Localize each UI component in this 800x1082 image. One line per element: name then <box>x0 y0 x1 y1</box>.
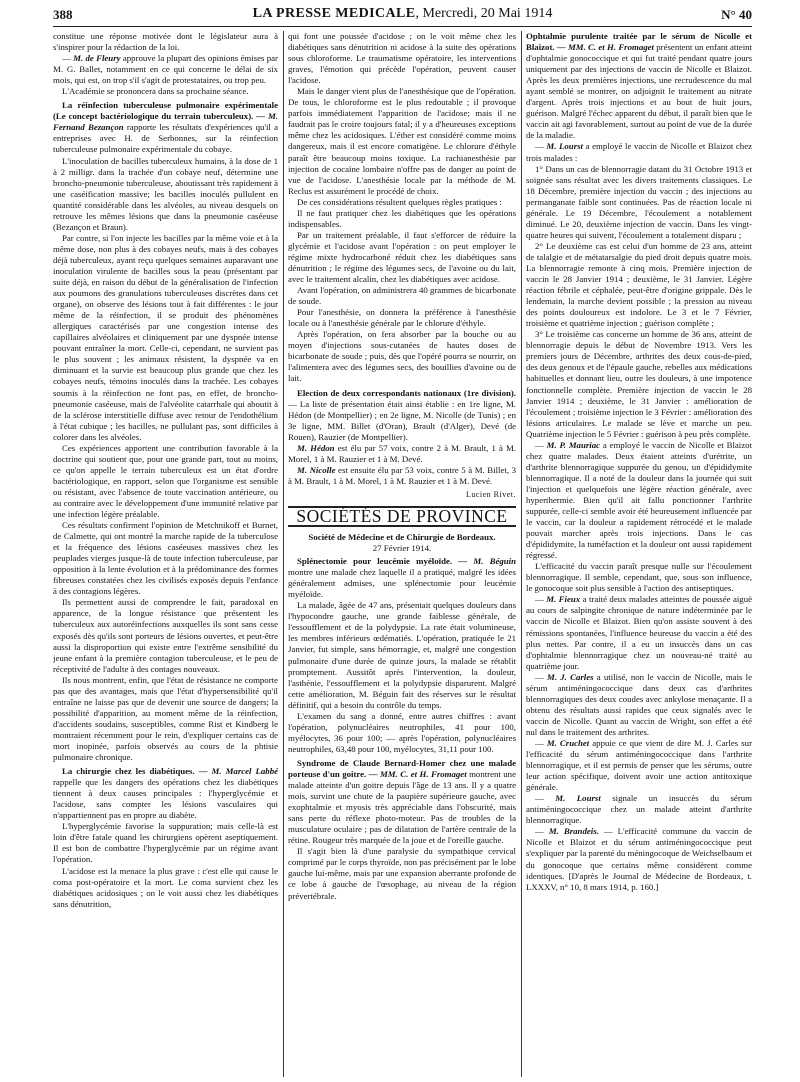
section-heading: La chirurgie chez les diabétiques. — <box>62 766 208 777</box>
paragraph: De ces considérations résultent quelques règles pratiques : <box>297 196 502 207</box>
paragraph: Ils permettent aussi de comprendre le fait, paradoxal en apparence, de la longue résistance que présentent les tuberculeux aux autoréinfections auxquelles ils sont sans cesse exposés dès qu'ils sont porteurs de lésions ouvertes, et peut-être aussi la disproportion qui existe entre l'extrême sensibilité du jeune enfant à la première contagion tuberculeuse, et le peu de réceptivité de l'adulte à des contages nouveaux. <box>53 597 278 674</box>
speaker-name: M. Hédon <box>297 442 335 453</box>
page-number: 388 <box>53 7 73 22</box>
column-1 <box>53 31 278 1077</box>
section-banner: SOCIÉTÉS DE PROVINCE <box>288 506 516 527</box>
speaker-name: M. Lourst <box>555 793 601 804</box>
section-paragraph: La réinfection tuberculeuse pulmonaire expérimentale (Le concept bactériologique du terrain tuberculeux). — M. Fernand Bezançon rapporte les résultats d'expériences qu'il a entreprises avec H. de Serbonnes, sur la réinfection tuberculeuse pulmonaire expérimentale du cobaye. <box>53 100 278 155</box>
speaker-name: M. Fieux <box>546 594 581 605</box>
speaker-name: M. Cruchet <box>546 738 590 748</box>
section-heading: Splénectomie pour leucémie myéloïde. — <box>297 556 468 567</box>
speaker-name: MM. C. et H. Fromaget <box>379 769 467 779</box>
paragraph: Ils nous montrent, enfin, que l'état de résistance ne comporte pas que des avantages, mais que l'état d'hypersensibilité qu'il entraîne ne laisse pas que de devenir une source de dangers; la possibilité d'apparition, au moment même de la réinfection, d'accidents soudains, susceptibles, comme Rist et Kindberg le montraient récemment pour le rein, d'expliquer certains cas de mort inopinée, parfois observés au cours de la phtisie pulmonaire chronique. <box>53 674 278 763</box>
paragraph: M. Nicolle est ensuite élu par 53 voix, contre 5 à M. Billet, 3 à M. Brault, 1 à M. Morel, 1 à M. Rauzier et 1 à M. Devé. <box>288 464 516 486</box>
speaker-name: M. P. Mauriac <box>546 439 601 450</box>
speaker-name: MM. C. et H. Fromaget <box>567 42 654 53</box>
journal-title: LA PRESSE MEDICALE <box>252 6 416 21</box>
paragraph: — M. Lourst signale un insuccès du sérum antiméningococcique chez un malade atteint d'arthrite blennorragique. <box>526 793 752 826</box>
paragraph: — M. J. Carles a utilisé, non le vaccin de Nicolle, mais le sérum antiméningococcique dans deux cas d'arthrites blennorragiques des deux coudes avec ankylose menaçante. Il a obtenu des résultats aussi rapides que ceux signalés avec le vaccin de Nicolle. Quant au vaccin de Wright, son effet a été nul dans le traitement des arthrites. <box>526 671 752 737</box>
paragraph: constitue une réponse motivée dont le législateur aura à s'inspirer pour la rédaction de la loi. <box>53 31 278 53</box>
paragraph: — M. P. Mauriac a employé le vaccin de Nicolle et Blaizot chez quatre malades. Deux étaient atteints d'urétrite, un d'arthrite blennorragique suppurée du genou, un d'épididymite blennorragique. Il a noté de la douleur dans la journée qui suit l'injection et quelquefois une légère réaction générale, avec hyperthermie. Bien qu'il ait fallu ponctionner l'arthrite suppurée, celle-ci semble avoir été heureusement influencée par le vaccin, car la douleur a rapidement rétrocédé et le malade pouvait marcher après trois injections. Dans le cas d'épididymite, la tuméfaction et la douleur ont aussi rapidement régressé. <box>526 439 752 561</box>
paragraph: Mais le danger vient plus de l'anesthésique que de l'opération. De tous, le chloroforme est le plus redoutable ; il provoque parfois immédiatement l'apparition de l'acidose; mais il ne faudrait pas le croire toujours fatal; il y a d'heureuses exceptions même chez les acidosiques. L'éther est considéré comme moins dangereux, mais il est encore comatigène. Le chlorure d'éthyle paraît être beaucoup moins toxique. La rachianesthésie par injection de cocaïne lombaire n'offre pas de danger au point de vue de l'acidose. L'anesthésie locale par la méthode de M. Reclus est assurément le procédé de choix. <box>288 86 516 196</box>
paragraph: 2° Le deuxième cas est celui d'un homme de 23 ans, atteint de talalgie et de métatarsalgie du pied droit depuis quatre mois. La blennorragie remonte à cinq mois. Première injection de vaccin le 28 Janvier 1914 ; deuxième, le 31 Janvier. Légère réaction fébrile et céphalée, peut-être d'origine grippale. Dès le lendemain, la marche devient possible ; la pression au niveau des points douloureux est indolore. Le 3 et le 7 Février, troisième et quatrième injection ; guérison complète ; <box>526 240 752 329</box>
column-rule <box>521 31 522 1077</box>
paragraph: La malade, âgée de 47 ans, présentait quelques douleurs dans l'hypocondre gauche, une grande faiblesse générale, de l'essoufflement et de la polydypsie. La rate était volumineuse, les membres inférieurs œdématiés. L'opération, pratiquée le 21 Janvier, fut simple, sans hémorragie, et, malgré une congestion pulmonaire d'une durée de quinze jours, la malade se rétablit promptement. Aussitôt après l'intervention, la douleur, l'asthénie, l'essoufflement et la polydypsie disparurent. Malgré cette amélioration, M. Béguin fait des réserves sur le résultat définitif, qui a besoin du contrôle du temps. <box>288 600 516 710</box>
speaker-name: M. Nicolle <box>297 464 336 475</box>
paragraph: Après l'opération, on fera absorber par la bouche ou au moyen d'injections sous-cutanées de hautes doses de bicarbonate de soude ; puis, dès que l'opéré pourra se nourrir, on l'alimentera avec des légumes secs, des bouillies d'avoine ou de lait. <box>288 329 516 384</box>
paragraph: — M. de Fleury approuve la plupart des opinions émises par M. G. Ballet, notamment en ce qui concerne le délai de six mois, qui est, on trop s'il s'agit de protestataires, ou trop peu. <box>53 53 278 86</box>
paragraph: Par contre, si l'on injecte les bacilles par la même voie et à la même dose, non plus à des cobayes neufs, mais à des cobayes déjà tuberculeux, ayant reçu quelques semaines auparavant une inoculation virulente de bacilles sous la peau (présentant par suite déjà, en raison du début de la généralisation de l'infection aux poumons des granulations tuberculeuses discrètes dans cet organe), on observe des lésions tout à fait différentes : le jour même de la réinfection, il se produit des phénomènes allergiques caractérisés par une congestion intense des capillaires alvéolaires et cliniquement par une dyspnée intense pouvant entraîner la mort. Celle-ci, cependant, ne survient pas le plus souvent ; les animaux résistent, la dyspnée va en diminuant et la survie est beaucoup plus grande que chez les cobayes neufs, témoins inoculés dans la trachée. Les cobayes soumis à la réinfection ne font pas, en effet, de broncho-pneumonie caséeuse, mais de l'alvéolite catarrhale qui aboutit à de la sclérose interstitielle diffuse avec retour de l'endothélium à l'état cubique ; les bacilles, ne pullulant pas, sont difficiles à colorer dans les alvéoles. <box>53 232 278 442</box>
column-2 <box>288 31 516 1077</box>
section-paragraph: Election de deux correspondants nationaux (1re division). — La liste de présentation était ainsi établie : en 1re ligne, M. Hédon (de Montpellier) ; en 2e ligne, M. Nicolle (de Tunis) ; en 3e ligne, MM. Billet (d'Oran), Brault (d'Alger), Devé (de Rouen), Rauzier (de Montpellier). <box>288 387 516 442</box>
section-paragraph: Ophtalmie purulente traitée par le sérum de Nicolle et Blaizot. — MM. C. et H. Fromaget présentent un enfant atteint d'ophtalmie gonococcique et qui fut traité pendant quatre jours uniquement par des injections de vaccin de Nicolle et Blaizot. Après les deux premières injections, une recrudescence du mal ayant semblé se montrer, on adjoignit le traitement au nitrate d'argent. Après trois injections et au bout de huit jours, guérison. Malgré l'échec apparent du début, il paraît bien que le vaccin ait agi favorablement, surtout au point de vue de la durée de la maladie. <box>526 31 752 141</box>
column-rule <box>283 31 284 1077</box>
speaker-name: M. Marcel Labbé <box>211 766 278 777</box>
issue-date: , Mercredi, 20 Mai 1914 <box>415 6 553 21</box>
speaker-name: M. Béguin <box>473 556 516 567</box>
paragraph: L'hyperglycémie favorise la suppuration; mais celle-là est loin d'être fatale quand les chirurgiens opèrent aseptiquement. Il est bon de combattre l'hyperglycémie par un régime avant l'opération. <box>53 821 278 865</box>
paragraph: Ces expériences apportent une contribution favorable à la doctrine qui soutient que, pour une grande part, tout au moins, ce qu'on appelle le terrain tuberculeux est un état d'ordre bactériologique, en rapport, selon que l'organisme est sensible ou résistant, avec l'absence de toute vaccination antérieure, ou au contraire avec le développement d'une immunité relative par une infection légère préalable. <box>53 442 278 520</box>
section-paragraph: Splénectomie pour leucémie myéloïde. — M. Béguin montre une malade chez laquelle il a pratiqué, malgré les idées généralement admises, une splénectomie pour leucémie myéloïde. <box>288 556 516 600</box>
speaker-name: M. de Fleury <box>73 53 121 64</box>
paragraph: — M. Cruchet appuie ce que vient de dire M. J. Carles sur l'efficacité du sérum antiméningococcique dans l'arthrite blennorragique, et il est permis de penser que les sérums, outre leur action spécifique, doivent avoir une action antitoxique générale. <box>526 738 752 793</box>
column-3 <box>526 31 752 1077</box>
page-header <box>53 4 752 27</box>
section-heading: Election de deux correspondants nationaux (1re division). <box>297 387 516 398</box>
paragraph: 3° Le troisième cas concerne un homme de 36 ans, atteint de blennorragie depuis le début de Novembre 1913. Vers les premiers jours de Décembre, arthrites des deux cous-de-pied, des deux genoux et de l'épaule gauche, rebelles aux médications habituelles et donnant lieu, outre les douleurs, à une impotence fonctionnelle complète. Première injection de vaccin le 28 Janvier 1914 ; deuxième, le 31 Janvier : amélioration de l'écoulement ; troisième injection le 3 Février : amélioration des lésions articulaires. Le malade se lève et marche un peu. Quatrième injection le 5 Février : guérison à peu près complète. <box>526 329 752 439</box>
section-heading: La réinfection tuberculeuse pulmonaire expérimentale (Le concept bactériologique du terrain tuberculeux). — <box>53 100 278 122</box>
paragraph: L'efficacité du vaccin paraît presque nulle sur l'écoulement blennorragique. Il semble, cependant, que, sous son influence, le gonocoque soit plus sensible à l'action des antiseptiques. <box>526 561 752 594</box>
paragraph: Avant l'opération, on administrera 40 grammes de bicarbonate de soude. <box>288 285 516 307</box>
paragraph: — M. Fieux a traité deux malades atteintes de poussée aiguë au cours de salpingite chronique de nature indéterminée par le vaccin de Nicolle et Blaizot. Bien qu'on assiste souvent à des rémissions spontanées, l'influence heureuse du vaccin a été des plus nettes. Par contre, il a eu un insuccès dans un cas d'ophtalmie blennorragique chez un nouveau-né traité au quatrième jour. <box>526 594 752 671</box>
paragraph: 1° Dans un cas de blennorragie datant du 31 Octobre 1913 et soignée sans résultat avec les divers traitements classiques. Le 18 Décembre, première injection du vaccin ; des injections au permanganate faible sont continuées. Pas de réaction locale ni générale. Le 19 Décembre, l'écoulement a notablement diminué. Le 20, deuxième injection de vaccin. Dans les vingt-quatre heures qui suivent, l'écoulement a totalement disparu ; <box>526 163 752 240</box>
paragraph: L'inoculation de bacilles tuberculeux humains, à la dose de 1 à 2 milligr. dans la trachée d'un cobaye neuf, détermine une broncho-pneumonie tuberculeuse, aboutissant très rapidement à une caséification massive; les bacilles inoculés pullulent en quantité considérable dans les alvéoles, au niveau desquels on retrouve les mêmes lésions que dans la pneumonie caséeuse (Bezançon et Braun). <box>53 155 278 232</box>
section-heading: Syndrome de Claude Bernard-Homer chez une malade porteuse d'un goitre. — <box>288 757 516 779</box>
speaker-name: M. Fernand Bezançon <box>53 111 278 133</box>
paragraph: Il s'agit bien là d'une paralysie du sympathique cervical comprimé par le corps thyroïde, non pas précisément par le lobe gauche lui-même, mais par une expansion aberrante profonde de ce lobe à gauche de l'œsophage, au niveau de la région prévertébrale. <box>288 846 516 901</box>
paragraph: Par un traitement préalable, il faut s'efforcer de réduire la glycémie et l'acidose avant l'opération : on peut employer le régime mixte hydrocarboné réduit chez les diabétiques sans dénutrition ; le régime des légumes secs, de l'avoine ou du lait, avec le traitement alcalin, chez les diabétiques avec acidose. <box>288 229 516 285</box>
speaker-name: M. J. Carles <box>547 671 594 682</box>
speaker-name: M. Lourst <box>546 141 583 152</box>
paragraph: L'acidose est la menace la plus grave : c'est elle qui cause le coma post-opératoire et la mort. Le coma survient chez les diabétiques acidosiques ; on le voit aussi chez les diabétiques sans dénutrition, <box>53 865 278 909</box>
speaker-name: M. Brandeis. <box>548 826 599 837</box>
session-date: 27 Février 1914. <box>372 543 432 554</box>
paragraph: Ces résultats confirment l'opinion de Metchnikoff et Burnet, de Calmette, qui ont montré la marche rapide de la tuberculose et la fréquence des lésions caséeuses massives chez les peuplades vierges jusque-là de toute infection tuberculeuse, par opposition à la lente évolution et à la prédominance des formes fibreuses constatées chez les civilisés exposés depuis l'enfance à des contagions légères. <box>53 520 278 597</box>
masthead <box>53 6 752 22</box>
author-signature: Lucien Rivet. <box>465 489 516 499</box>
issue-number: N° 40 <box>721 7 752 22</box>
paragraph: — M. Lourst a employé le vaccin de Nicolle et Blaizot chez trois malades : <box>526 141 752 163</box>
society-heading: Société de Médecine et de Chirurgie de Bordeaux. <box>308 532 496 543</box>
paragraph: Pour l'anesthésie, on donnera la préférence à l'anesthésie locale ou à l'anesthésie générale par le chlorure d'éthyle. <box>288 307 516 329</box>
section-paragraph: Syndrome de Claude Bernard-Homer chez une malade porteuse d'un goitre. — MM. C. et H. Fromaget montrent une malade atteinte d'un goitre depuis l'âge de 13 ans. Il y a quatre mois, survint une chute de la paupière supérieure gauche, avec exophtalmie et myosis très appréciable dans l'obscurité, mais sans perte du réflexe photo-moteur. Pas de troubles de la musculature oculaire ; pas de dilatation de l'artère centrale de la rétine. Rougeur très marquée de la joue et de l'oreille gauche. <box>288 757 516 846</box>
paragraph: Il ne faut pratiquer chez les diabétiques que les opérations indispensables. <box>288 207 516 229</box>
paragraph: L'examen du sang a donné, entre autres chiffres : avant l'opération, polynucléaires neutrophiles, 41 pour 100, myélocytes, 36 pour 100; — après l'opération, polynucléaires neutrophiles, 63,48 pour 100, myélocytes, 31,11 pour 100. <box>288 710 516 754</box>
section-paragraph: La chirurgie chez les diabétiques. — M. Marcel Labbé rappelle que les dangers des opérations chez les diabétiques tiennent à deux causes principales : l'hyperglycémie et l'acidose, sans compter les lésions vasculaires qui n'appartiennent pas en propre au diabète. <box>53 766 278 821</box>
paragraph: qui font une poussée d'acidose ; on le voit même chez les diabétiques sans dénutrition ni acidose à la suite des opérations sous chloroforme. Le traumatisme opératoire, les interventions graves, l'émotion qui précède l'opération, peuvent causer l'acidose. <box>288 31 516 86</box>
paragraph: M. Hédon est élu par 57 voix, contre 2 à M. Brault, 1 à M. Morel, 1 à M. Rauzier et 1 à M. Devé. <box>288 442 516 464</box>
paragraph: L'Académie se prononcera dans sa prochaine séance. <box>62 86 249 97</box>
section-heading: Ophtalmie purulente traitée par le sérum de Nicolle et Blaizot. — <box>526 31 752 53</box>
paragraph: — M. Brandeis. — L'efficacité commune du vaccin de Nicolle et Blaizot et du sérum antiméningococcique peut s'expliquer par la parenté du méningocoque de Weichselbaum et du gonocoque que certains même considèrent comme identiques. [D'après le Journal de Médecine de Bordeaux, t. LXXXV, n° 10, 8 mars 1914, p. 160.] <box>526 826 752 892</box>
